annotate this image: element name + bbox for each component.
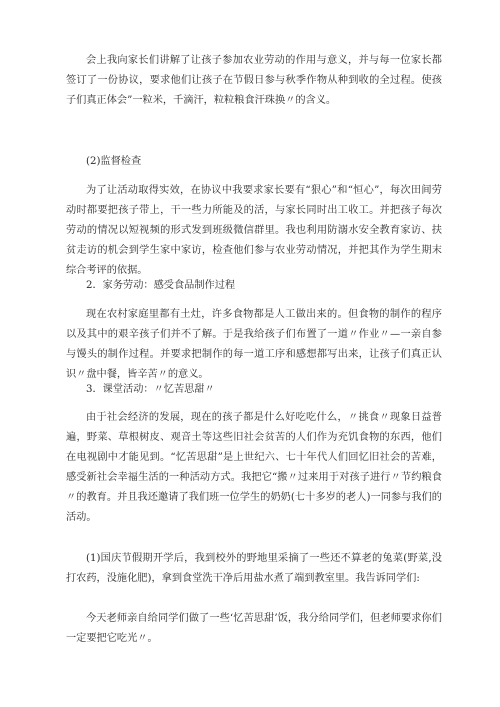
heading-classroom-activity: 3．课堂活动：〃忆苦思甜〃 xyxy=(86,384,215,395)
heading-housework: 2．家务劳动：感受食品制作过程 xyxy=(86,280,236,291)
paragraph-supervision-details: 为了让活动取得实效，在协议中我要求家长要有“狠心”和“恒心”，每次田间劳动时都要把孩子带上，干一些力所能及的活，与家长同时出工收工。并把孩子每次劳动的情况以短视频的形式发到班级微信群里。我也利用防溺水安全教育家访、扶贫走访的机会到学生家中家访，检查他们参与农业劳动情况，并把其作为学生期末综合考评的依据。 xyxy=(66,185,442,276)
paragraph-teacher-quote: 今天老师亲自给同学们做了一些‘忆苦思甜’饭，我分给同学们，但老师要求你们一定要把它吃光〃。 xyxy=(66,613,442,644)
paragraph-classroom-activity-details: 由于社会经济的发展，现在的孩子都是什么好吃吃什么，〃挑食〃现象日益普遍，野菜、草根树皮、观音土等这些旧社会贫苦的人们作为充饥食物的东西，他们在电视剧中才能见到。“忆苦思甜”是上世纪六、七十年代人们回忆旧社会的苦难，感受新社会幸福生活的一种活动方式。我把它“搬〃过来用于对孩子进行〃节约粮食〃的教育。并且我还邀请了我们班一位学生的奶奶(七十多岁的老人)一同参与我们的活动。 xyxy=(66,412,442,523)
paragraph-housework-details: 现在农村家庭里都有土灶，许多食物都是人工做出来的。但食物的制作的程序以及其中的艰辛孩子们并不了解。于是我给孩子们布置了一道〃作业〃—一亲自参与馒头的制作过程。并要求把制作的每一道工序和感想都写出来，让孩子们真正认识〃盘中餐，皆辛苦〃的意义。 xyxy=(66,309,442,380)
heading-supervision-check: (2)监督检查 xyxy=(86,156,142,167)
paragraph-national-day-activity: (1)国庆节假期开学后，我到校外的野地里采摘了一些还不算老的兔菜(野菜,没打农药，没施化肥)，拿到食堂洗干净后用盐水煮了端到教室里。我告诉同学们: xyxy=(66,553,442,584)
paragraph-parent-meeting: 会上我向家长们讲解了让孩子参加农业劳动的作用与意义，并与每一位家长都签订了一份协议，要求他们让孩子在节假日参与秋季作物从种到收的全过程。使孩子们真正体会”一粒米，千滴汗，粒粒粮食汗珠换〃的含义。 xyxy=(66,55,442,106)
